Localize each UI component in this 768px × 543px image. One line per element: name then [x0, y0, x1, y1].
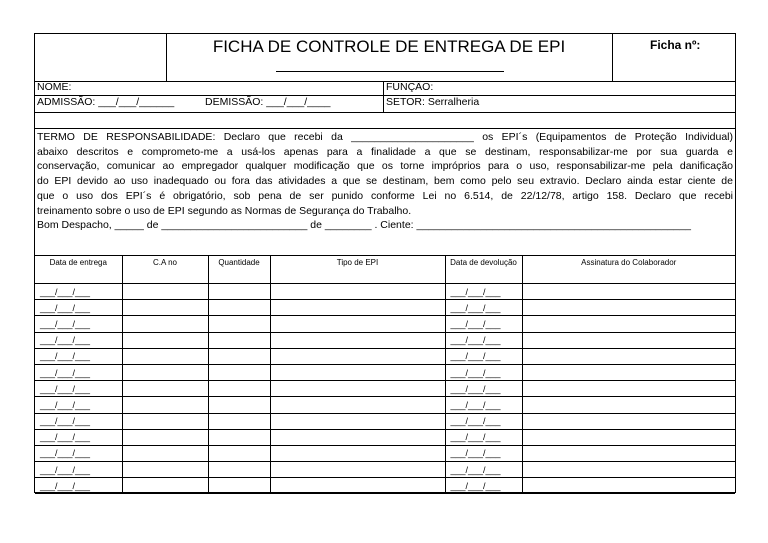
- ficha-number-label: Ficha nº:: [650, 38, 701, 52]
- title-area: [166, 34, 613, 81]
- title-underline: [276, 71, 504, 72]
- table-row: [35, 364, 735, 380]
- tipo-epi-cell[interactable]: [270, 284, 445, 300]
- quantidade-cell[interactable]: [208, 397, 270, 413]
- assinatura-cell[interactable]: [522, 413, 735, 429]
- signature-line[interactable]: Bom Despacho, _____ de _________________________ de ________ . Ciente: _______________________________________________: [37, 219, 691, 232]
- tipo-epi-cell[interactable]: [270, 381, 445, 397]
- assinatura-cell[interactable]: [522, 462, 735, 478]
- assinatura-cell[interactable]: [522, 397, 735, 413]
- data-entrega-cell[interactable]: ___/___/___: [35, 316, 122, 332]
- quantidade-cell[interactable]: [208, 381, 270, 397]
- table-row: [35, 316, 735, 332]
- data-entrega-cell[interactable]: ___/___/___: [35, 300, 122, 316]
- quantidade-cell[interactable]: [208, 429, 270, 445]
- quantidade-cell[interactable]: [208, 413, 270, 429]
- term-line: do EPI devido ao uso inadequado ou fora das atividades a que se destinam, bem como pelo seu extravio. Declaro ainda estar ciente de: [37, 175, 733, 188]
- ca-cell[interactable]: [122, 300, 208, 316]
- term-line: abaixo descritos e comprometo-me a usá-los apenas para a finalidade a que se destinam, responsabilizar-me por sua guarda e: [37, 145, 733, 158]
- ca-cell[interactable]: [122, 284, 208, 300]
- data-devolucao-cell[interactable]: ___/___/___: [445, 445, 522, 461]
- table-row: [35, 429, 735, 445]
- assinatura-cell[interactable]: [522, 429, 735, 445]
- data-devolucao-cell[interactable]: ___/___/___: [445, 397, 522, 413]
- admissao-field[interactable]: ADMISSÃO: ___/___/______: [37, 96, 175, 108]
- table-row: [35, 348, 735, 364]
- term-line: TERMO DE RESPONSABILIDADE: Declaro que recebi da _____________________ os EPI´s (Equipamentos de Proteção Individual): [37, 131, 733, 143]
- responsibility-term: [35, 128, 735, 256]
- data-entrega-cell[interactable]: ___/___/___: [35, 429, 122, 445]
- data-entrega-cell[interactable]: ___/___/___: [35, 284, 122, 300]
- quantidade-cell[interactable]: [208, 316, 270, 332]
- assinatura-cell[interactable]: [522, 445, 735, 461]
- assinatura-cell[interactable]: [522, 316, 735, 332]
- term-line: conservação, comunicar ao empregador qualquer modificação que os torne impróprios para o uso, responsabilizar-me pela danificação: [37, 160, 733, 173]
- ca-cell[interactable]: [122, 462, 208, 478]
- data-entrega-cell[interactable]: ___/___/___: [35, 364, 122, 380]
- col-header-data-entrega: Data de entrega: [35, 256, 122, 284]
- data-devolucao-cell[interactable]: ___/___/___: [445, 300, 522, 316]
- assinatura-cell[interactable]: [522, 300, 735, 316]
- data-entrega-cell[interactable]: ___/___/___: [35, 381, 122, 397]
- quantidade-cell[interactable]: [208, 445, 270, 461]
- tipo-epi-cell[interactable]: [270, 300, 445, 316]
- table-row: [35, 413, 735, 429]
- tipo-epi-cell[interactable]: [270, 397, 445, 413]
- quantidade-cell[interactable]: [208, 300, 270, 316]
- form-title: FICHA DE CONTROLE DE ENTREGA DE EPI: [212, 37, 566, 56]
- data-entrega-cell[interactable]: ___/___/___: [35, 332, 122, 348]
- epi-control-form: [34, 33, 736, 493]
- name-row: [35, 81, 735, 96]
- table-row: [35, 284, 735, 300]
- table-row: [35, 445, 735, 461]
- table-row: [35, 381, 735, 397]
- ca-cell[interactable]: [122, 397, 208, 413]
- tipo-epi-cell[interactable]: [270, 478, 445, 494]
- data-devolucao-cell[interactable]: ___/___/___: [445, 316, 522, 332]
- ca-cell[interactable]: [122, 381, 208, 397]
- data-entrega-cell[interactable]: ___/___/___: [35, 445, 122, 461]
- data-devolucao-cell[interactable]: ___/___/___: [445, 413, 522, 429]
- setor-field[interactable]: SETOR: Serralheria: [383, 95, 735, 112]
- quantidade-cell[interactable]: [208, 478, 270, 494]
- tipo-epi-cell[interactable]: [270, 445, 445, 461]
- tipo-epi-cell[interactable]: [270, 413, 445, 429]
- ca-cell[interactable]: [122, 348, 208, 364]
- table-row: [35, 462, 735, 478]
- quantidade-cell[interactable]: [208, 462, 270, 478]
- data-entrega-cell[interactable]: ___/___/___: [35, 413, 122, 429]
- ca-cell[interactable]: [122, 364, 208, 380]
- col-header-data-devolucao: Data de devolução: [445, 256, 522, 284]
- tipo-epi-cell[interactable]: [270, 429, 445, 445]
- table-body: [35, 284, 735, 494]
- data-devolucao-cell[interactable]: ___/___/___: [445, 364, 522, 380]
- data-entrega-cell[interactable]: ___/___/___: [35, 397, 122, 413]
- ca-cell[interactable]: [122, 316, 208, 332]
- table-row: [35, 478, 735, 494]
- col-header-tipo-epi: Tipo de EPI: [270, 256, 445, 284]
- logo-area: [35, 34, 167, 81]
- assinatura-cell[interactable]: [522, 381, 735, 397]
- quantidade-cell[interactable]: [208, 348, 270, 364]
- assinatura-cell[interactable]: [522, 348, 735, 364]
- table-row: [35, 300, 735, 316]
- tipo-epi-cell[interactable]: [270, 332, 445, 348]
- assinatura-cell[interactable]: [522, 332, 735, 348]
- ca-cell[interactable]: [122, 478, 208, 494]
- data-entrega-cell[interactable]: ___/___/___: [35, 348, 122, 364]
- tipo-epi-cell[interactable]: [270, 462, 445, 478]
- tipo-epi-cell[interactable]: [270, 348, 445, 364]
- ca-cell[interactable]: [122, 445, 208, 461]
- data-devolucao-cell[interactable]: ___/___/___: [445, 381, 522, 397]
- data-devolucao-cell[interactable]: ___/___/___: [445, 462, 522, 478]
- data-devolucao-cell[interactable]: ___/___/___: [445, 332, 522, 348]
- assinatura-cell[interactable]: [522, 284, 735, 300]
- demissao-field[interactable]: DEMISSÃO: ___/___/____: [205, 96, 331, 108]
- col-header-assinatura: Assinatura do Colaborador: [522, 256, 735, 284]
- nome-field[interactable]: NOME:: [37, 81, 72, 93]
- term-line: treinamento sobre o uso de EPI segundo as Normas de Segurança do Trabalho.: [37, 204, 412, 217]
- assinatura-cell[interactable]: [522, 478, 735, 494]
- quantidade-cell[interactable]: [208, 284, 270, 300]
- quantidade-cell[interactable]: [208, 364, 270, 380]
- col-header-quantidade: Quantidade: [208, 256, 270, 284]
- table-row: [35, 397, 735, 413]
- blank-row: [35, 112, 735, 129]
- quantidade-cell[interactable]: [208, 332, 270, 348]
- data-devolucao-cell[interactable]: ___/___/___: [445, 478, 522, 494]
- epi-delivery-table: [35, 256, 735, 494]
- admission-row: [35, 95, 735, 113]
- table-header-row: [35, 256, 735, 284]
- assinatura-cell[interactable]: [522, 364, 735, 380]
- form-header: [35, 34, 735, 82]
- ca-cell[interactable]: [122, 413, 208, 429]
- table-row: [35, 332, 735, 348]
- term-line: que o uso dos EPI´s é obrigatório, sob pena de ser punido conforme Lei no 6.514, de 22/12/78, artigo 158. Declaro que recebi: [37, 189, 733, 202]
- data-devolucao-cell[interactable]: ___/___/___: [445, 284, 522, 300]
- data-devolucao-cell[interactable]: ___/___/___: [445, 429, 522, 445]
- data-entrega-cell[interactable]: ___/___/___: [35, 462, 122, 478]
- ca-cell[interactable]: [122, 332, 208, 348]
- data-entrega-cell[interactable]: ___/___/___: [35, 478, 122, 494]
- tipo-epi-cell[interactable]: [270, 364, 445, 380]
- col-header-ca: C.A no: [122, 256, 208, 284]
- ca-cell[interactable]: [122, 429, 208, 445]
- data-devolucao-cell[interactable]: ___/___/___: [445, 348, 522, 364]
- tipo-epi-cell[interactable]: [270, 316, 445, 332]
- ficha-number-area: [612, 34, 735, 81]
- funcao-field[interactable]: FUNÇÃO:: [383, 81, 735, 95]
